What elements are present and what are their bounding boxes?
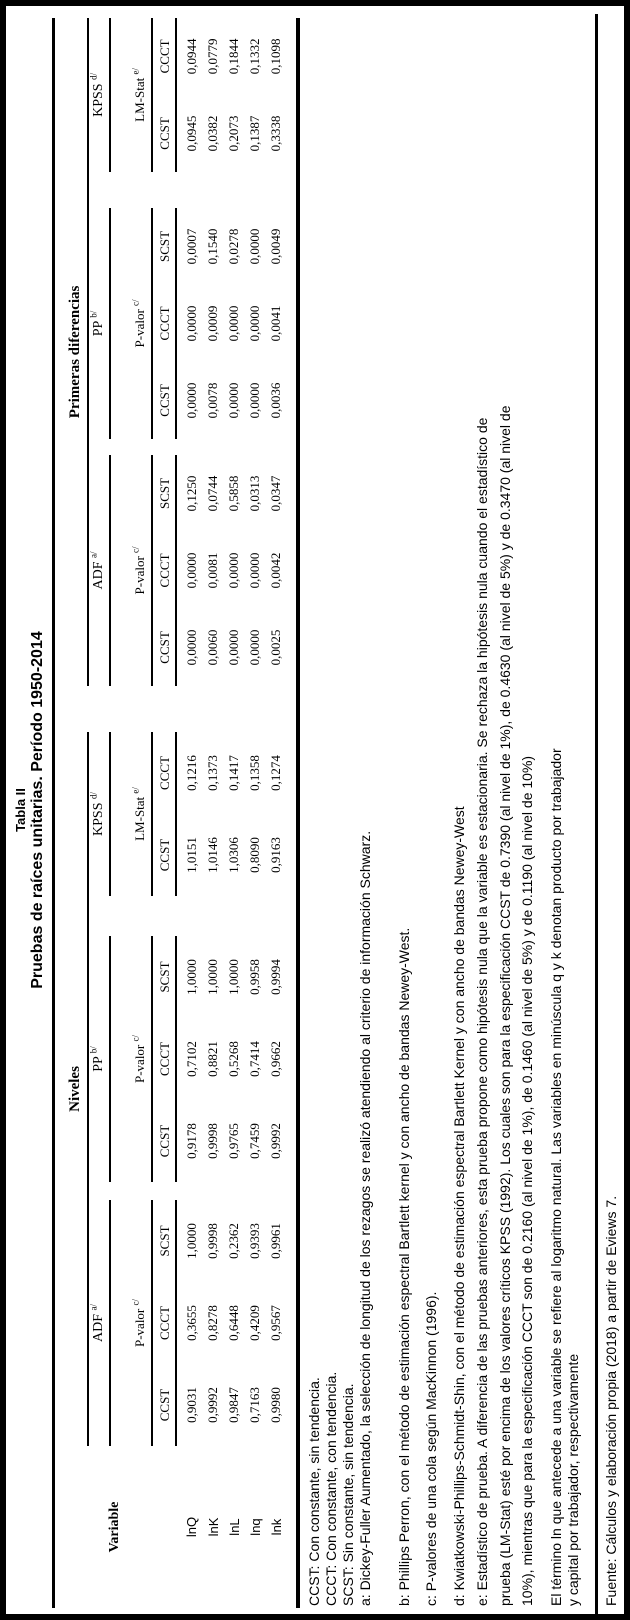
spacer-cell — [245, 1182, 266, 1200]
table-row — [266, 18, 298, 1608]
spacer-cell — [245, 439, 266, 455]
p-value-cell: 0,9992 — [268, 1123, 283, 1159]
header-row-specs — [152, 18, 176, 1608]
spacer-cell — [110, 896, 152, 936]
p-value-cell: 0,0000 — [226, 629, 241, 666]
spacer-cell — [110, 686, 152, 732]
spec-column-header: CCST — [152, 609, 176, 686]
spacer-cell — [224, 172, 245, 208]
p-value-cell: 0,1417 — [226, 755, 241, 791]
superscript-note-mark: b/ — [87, 310, 98, 318]
spacer-cell — [88, 439, 110, 455]
spacer-cell — [245, 172, 266, 208]
statistic-header: P-valor $^{c/}$ — [110, 208, 152, 439]
superscript-note-mark: a/ — [87, 551, 98, 558]
variable-column-header: Variable — [107, 1501, 123, 1553]
spacer-cell — [266, 1182, 298, 1200]
spacer-cell — [110, 1182, 152, 1200]
p-value-cell: 0,0000 — [247, 382, 262, 419]
p-value-cell: 0,2073 — [226, 115, 241, 152]
p-value-cell: 0,0382 — [205, 115, 220, 152]
spec-column-header: CCST — [152, 1364, 176, 1446]
p-value-cell: 0,0945 — [184, 115, 199, 152]
variable-name: lnq — [247, 1518, 263, 1536]
spec-column-header: SCST — [152, 455, 176, 532]
p-value-cell: 0,7163 — [247, 1387, 262, 1423]
note-line: CCCT: Con constante, con tendencia. — [323, 1371, 339, 1606]
note-line: a: Dickey-Fuller Aumentado, la selección de longitud de los rezagos se realizó atendiendo al criterio de información Schwarz. — [357, 830, 373, 1606]
p-value-cell: 0,0347 — [268, 475, 283, 512]
table-row — [203, 18, 224, 1608]
p-value-cell: 0,9567 — [268, 1305, 283, 1341]
unit-root-tests-table — [52, 18, 300, 1608]
test-name-header: ADF $^{a/}$ — [88, 1200, 110, 1446]
spacer-cell — [152, 172, 176, 208]
p-value-cell: 0,0081 — [205, 552, 220, 589]
statistic-header: LM-Stat $^{e/}$ — [110, 732, 152, 896]
p-value-cell: 0,0025 — [268, 629, 283, 666]
header-row-groups — [54, 18, 88, 1608]
p-value-cell: 0,0278 — [226, 228, 241, 265]
p-value-cell: 0,1358 — [247, 755, 262, 791]
superscript-note-mark: a/ — [87, 1304, 98, 1311]
note-line: b: Phillips Perron, con el método de estimación espectral Bartlett kernel y con ancho de bandas Newey-West. — [396, 927, 412, 1606]
superscript-note-mark: e/ — [130, 787, 141, 794]
spec-column-header: CCCT — [152, 1282, 176, 1364]
p-value-cell: 1,0000 — [184, 959, 199, 995]
superscript-note-mark: c/ — [130, 1298, 141, 1306]
p-value-cell: 0,8821 — [205, 1041, 220, 1077]
spacer-cell — [110, 439, 152, 455]
statistic-header: P-valor $^{c/}$ — [110, 936, 152, 1182]
spec-column-header: CCCT — [152, 732, 176, 814]
p-value-cell: 0,9958 — [247, 959, 262, 995]
spacer-cell — [203, 172, 224, 208]
spacer-cell — [54, 686, 88, 732]
spacer-cell — [176, 896, 203, 936]
spacer-cell — [203, 1182, 224, 1200]
p-value-cell: 0,0000 — [226, 382, 241, 419]
p-value-cell: 0,7414 — [247, 1041, 262, 1077]
test-name-header: PP $^{b/}$ — [88, 208, 110, 439]
spacer-cell — [176, 686, 203, 732]
p-value-cell: 1,0146 — [205, 837, 220, 873]
group-header: Primeras diferencias — [54, 18, 88, 686]
table-number-title: Tabla II — [13, 788, 28, 832]
table-row — [224, 18, 245, 1608]
variable-name: lnk — [268, 1518, 284, 1536]
p-value-cell: 0,0744 — [205, 475, 220, 512]
p-value-cell: 0,9178 — [184, 1123, 199, 1159]
statistic-header: P-valor $^{c/}$ — [110, 455, 152, 686]
note-line: d: Kwiatkowski-Phillips-Schmidt-Shin, con el método de estimación espectral Bartlett Kernel y con ancho de bandas Newey-West — [451, 806, 467, 1606]
spec-column-header: SCST — [152, 936, 176, 1018]
spacer-cell — [176, 439, 203, 455]
test-name-header: PP $^{b/}$ — [88, 936, 110, 1182]
spacer-cell — [152, 1182, 176, 1200]
p-value-cell: 0,2362 — [226, 1223, 241, 1259]
p-value-cell: 0,3338 — [268, 115, 283, 152]
p-value-cell: 0,0000 — [247, 305, 262, 342]
p-value-cell: 0,0313 — [247, 475, 262, 512]
p-value-cell: 0,0000 — [247, 629, 262, 666]
p-value-cell: 0,0000 — [226, 305, 241, 342]
note-line: prueba (LM-Stat) esté por encima de los valores críticos KPSS (1992). Los cuales son para la especificación CCST de 0.7390 (al nivel de 1%), de 0.4630 (al nivel de 5%) y de 0.3470 (al nivel de — [497, 405, 513, 1606]
spacer-cell — [245, 686, 266, 732]
p-value-cell: 0,0000 — [247, 552, 262, 589]
spacer-cell — [266, 896, 298, 936]
superscript-note-mark: e/ — [130, 68, 141, 75]
p-value-cell: 0,9662 — [268, 1041, 283, 1077]
spacer-cell — [266, 172, 298, 208]
statistic-header: LM-Stat $^{e/}$ — [110, 18, 152, 172]
note-line: CCST: Con constante, sin tendencia. — [306, 1377, 322, 1606]
spacer-cell — [176, 172, 203, 208]
p-value-cell: 0,0000 — [226, 552, 241, 589]
p-value-cell: 0,1373 — [205, 755, 220, 791]
p-value-cell: 0,0049 — [268, 228, 283, 265]
spacer-cell — [176, 1182, 203, 1200]
rotated-table-canvas — [6, 6, 624, 1614]
variable-name: lnQ — [184, 1516, 199, 1538]
spacer-cell — [152, 896, 176, 936]
p-value-cell: 0,9980 — [268, 1387, 283, 1423]
p-value-cell: 1,0151 — [184, 837, 199, 873]
p-value-cell: 0,0000 — [184, 552, 199, 589]
spacer-cell — [224, 1182, 245, 1200]
test-name-header: ADF $^{a/}$ — [88, 455, 110, 686]
p-value-cell: 1,0000 — [226, 959, 241, 995]
p-value-cell: 0,0000 — [247, 228, 262, 265]
p-value-cell: 0,9847 — [226, 1387, 241, 1423]
p-value-cell: 0,0779 — [205, 38, 220, 75]
test-name-header: KPSS $^{d/}$ — [88, 732, 110, 896]
note-line: y capital por trabajador, respectivamente — [565, 1353, 581, 1606]
p-value-cell: 0,8090 — [247, 837, 262, 873]
spacer-cell — [224, 896, 245, 936]
p-value-cell: 0,0041 — [268, 305, 283, 342]
p-value-cell: 0,0036 — [268, 382, 283, 419]
p-value-cell: 1,0000 — [184, 1223, 199, 1259]
p-value-cell: 0,1250 — [184, 475, 199, 512]
p-value-cell: 1,0306 — [226, 837, 241, 873]
p-value-cell: 0,7102 — [184, 1041, 199, 1077]
test-name-header: KPSS $^{d/}$ — [88, 18, 110, 172]
spacer-cell — [224, 686, 245, 732]
variable-name: lnK — [205, 1517, 221, 1537]
p-value-cell: 0,9765 — [226, 1123, 241, 1159]
p-value-cell: 0,9393 — [247, 1223, 262, 1259]
spacer-cell — [266, 439, 298, 455]
p-value-cell: 0,0000 — [184, 382, 199, 419]
p-value-cell: 0,4209 — [247, 1305, 262, 1341]
p-value-cell: 0,1844 — [226, 38, 241, 75]
p-value-cell: 0,0944 — [184, 38, 199, 75]
spec-column-header: SCST — [152, 208, 176, 285]
spacer-cell — [88, 172, 110, 208]
superscript-note-mark: c/ — [130, 1034, 141, 1042]
p-value-cell: 0,8278 — [205, 1305, 220, 1341]
p-value-cell: 0,9031 — [184, 1387, 199, 1423]
p-value-cell: 0,0060 — [205, 629, 220, 666]
note-line: c: P-valores de una cola según MacKinnon (1996). — [423, 1291, 439, 1606]
spacer-cell — [203, 439, 224, 455]
spacer-cell — [266, 686, 298, 732]
spacer-cell — [110, 172, 152, 208]
spec-column-header: CCST — [152, 362, 176, 439]
spec-column-header: CCST — [152, 1100, 176, 1182]
p-value-cell: 0,9961 — [268, 1223, 283, 1259]
spacer-cell — [224, 439, 245, 455]
spec-column-header: SCST — [152, 1200, 176, 1282]
superscript-note-mark: b/ — [87, 1046, 98, 1054]
table-body — [176, 18, 298, 1608]
p-value-cell: 0,5858 — [226, 475, 241, 512]
header-row — [110, 18, 152, 1608]
spec-column-header: CCCT — [152, 18, 176, 95]
p-value-cell: 0,9998 — [205, 1123, 220, 1159]
superscript-note-mark: c/ — [130, 546, 141, 553]
p-value-cell: 0,1540 — [205, 228, 220, 265]
p-value-cell: 0,9992 — [205, 1387, 220, 1423]
p-value-cell: 0,9998 — [205, 1223, 220, 1259]
table-head — [54, 18, 176, 1608]
p-value-cell: 0,0000 — [184, 629, 199, 666]
note-line: El término ln que antecede a una variable se refiere al logaritmo natural. Las variables en minúscula q y k denotan producto por trabajador — [548, 748, 564, 1606]
p-value-cell: 0,9163 — [268, 837, 283, 873]
spacer-cell — [88, 686, 110, 732]
p-value-cell: 1,0000 — [205, 959, 220, 995]
p-value-cell: 0,3655 — [184, 1305, 199, 1341]
superscript-note-mark: c/ — [130, 299, 141, 306]
p-value-cell: 0,0078 — [205, 382, 220, 419]
p-value-cell: 0,1216 — [184, 755, 199, 791]
p-value-cell: 0,6448 — [226, 1305, 241, 1341]
note-line: SCST: Sin constante, sin tendencia. — [340, 1383, 356, 1606]
note-line: 10%), mientras que para la especificación CCCT son de 0.2160 (al nivel de 1%), de 0.1460 (al nivel de 5%) y de 0.1190 (al nivel de 10%) — [519, 755, 535, 1606]
spec-column-header: CCCT — [152, 285, 176, 362]
p-value-cell: 0,0042 — [268, 552, 283, 589]
spacer-cell — [88, 1182, 110, 1200]
spacer-cell — [152, 686, 176, 732]
p-value-cell: 0,9994 — [268, 959, 283, 995]
spacer-cell — [88, 896, 110, 936]
header-row — [88, 18, 110, 1608]
spec-column-header: CCCT — [152, 1018, 176, 1100]
variable-name: lnL — [226, 1518, 242, 1536]
superscript-note-mark: d/ — [87, 72, 98, 80]
spec-column-header: CCST — [152, 95, 176, 172]
p-value-cell: 0,1274 — [268, 755, 283, 791]
p-value-cell: 0,0007 — [184, 228, 199, 265]
table-title: Pruebas de raíces unitarias. Período 1950-2014 — [29, 631, 46, 989]
statistic-header: P-valor $^{c/}$ — [110, 1200, 152, 1446]
source-line: Fuente: Cálculos y elaboración propia (2018) a partir de Eviews 7. — [603, 1195, 619, 1606]
spec-column-header: CCST — [152, 814, 176, 896]
table-row — [245, 18, 266, 1608]
group-header: Niveles — [54, 732, 88, 1446]
spacer-cell — [203, 686, 224, 732]
p-value-cell: 0,1098 — [268, 38, 283, 75]
source-divider-rule — [595, 14, 598, 1614]
p-value-cell: 0,1387 — [247, 115, 262, 152]
p-value-cell: 0,0000 — [184, 305, 199, 342]
p-value-cell: 0,0009 — [205, 305, 220, 342]
spec-column-header: CCCT — [152, 532, 176, 609]
spacer-cell — [152, 439, 176, 455]
note-line: e: Estadístico de prueba. A diferencia de las pruebas anteriores, esta prueba propone como hipótesis nula que la variable es estacionaria. Se rechaza la hipótesis nula cuando el estadístico de — [474, 417, 490, 1606]
superscript-note-mark: d/ — [87, 791, 98, 799]
p-value-cell: 0,1332 — [247, 38, 262, 75]
table-row — [176, 18, 203, 1608]
spacer-cell — [245, 896, 266, 936]
spacer-cell — [203, 896, 224, 936]
p-value-cell: 0,7459 — [247, 1123, 262, 1159]
p-value-cell: 0,5268 — [226, 1041, 241, 1077]
